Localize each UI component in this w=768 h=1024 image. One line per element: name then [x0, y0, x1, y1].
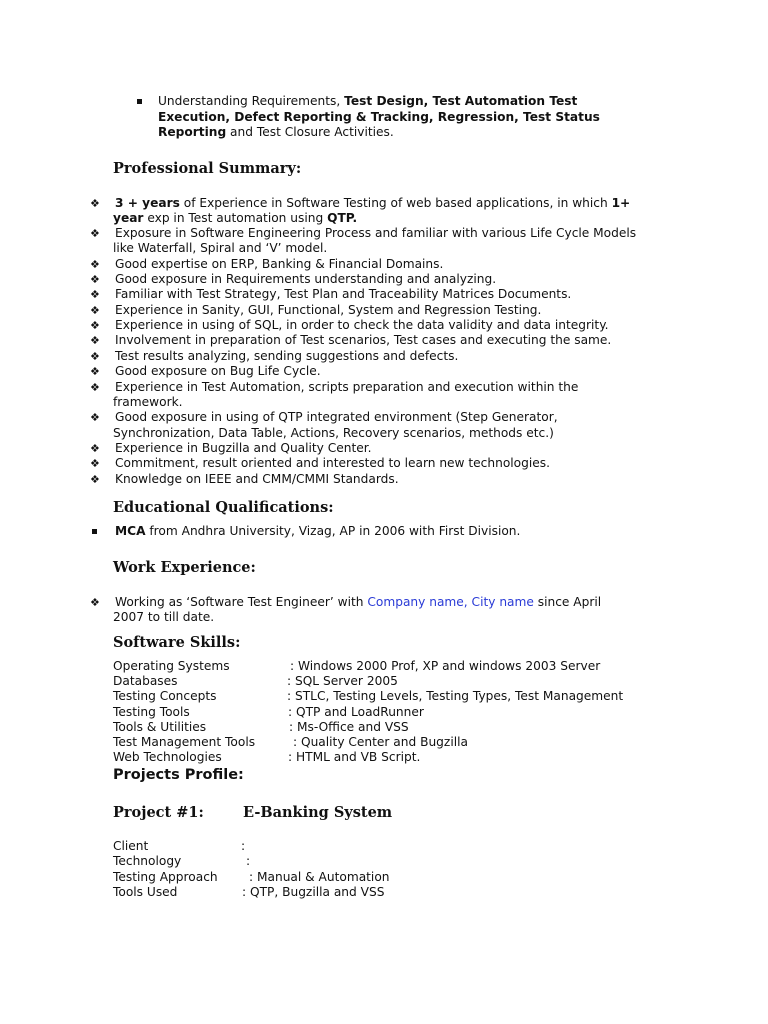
project-name: E-Banking System	[243, 804, 393, 821]
kv-value: : Windows 2000 Prof, XP and windows 2003 Server	[290, 659, 601, 673]
kv-key: Tools & Utilities	[113, 719, 207, 734]
square-bullet-icon	[137, 99, 142, 104]
summary-item-1-line-2	[113, 211, 357, 226]
diamond-bullet-icon: ❖	[90, 472, 100, 486]
diamond-bullet-icon: ❖	[90, 596, 100, 609]
education-detail: from Andhra University, Vizag, AP in 2006 with First Division.	[145, 524, 521, 538]
kv-value: : Ms-Office and VSS	[289, 719, 409, 734]
kv-row	[113, 689, 624, 704]
work-text: since April	[533, 595, 602, 609]
diamond-bullet-icon: ❖	[90, 380, 100, 394]
kv-value: : Manual & Automation	[249, 869, 390, 884]
summary-item-line: Familiar with Test Strategy, Test Plan and Traceability Matrices Documents.	[115, 287, 572, 302]
kv-key: Web Technologies	[113, 750, 222, 765]
intro-text: and Test Closure Activities.	[226, 125, 394, 139]
summary-item-line: Good exposure in using of QTP integrated environment (Step Generator,	[115, 410, 558, 425]
summary-item-line: Experience in Bugzilla and Quality Center.	[115, 440, 372, 455]
summary-item-line: Commitment, result oriented and interested to learn new technologies.	[115, 456, 550, 471]
software-skills-heading: Software Skills:	[113, 634, 241, 651]
kv-key: Tools Used	[113, 884, 178, 899]
kv-value: : SQL Server 2005	[287, 674, 398, 689]
intro-line-1	[158, 94, 577, 109]
diamond-bullet-icon: ❖	[90, 441, 100, 455]
intro-bold: Reporting	[158, 125, 227, 139]
kv-key: Testing Approach	[113, 869, 218, 884]
summary-item-line: Good exposure in Requirements understanding and analyzing.	[115, 272, 497, 287]
diamond-bullet-icon: ❖	[90, 257, 100, 271]
summary-item-line: Experience in Sanity, GUI, Functional, System and Regression Testing.	[115, 302, 542, 317]
years-bold: 1+	[611, 196, 631, 210]
degree-bold: MCA	[115, 524, 146, 538]
summary-item-1-line-1	[115, 196, 630, 211]
diamond-bullet-icon: ❖	[90, 411, 100, 425]
kv-row	[113, 854, 251, 869]
kv-key: Testing Tools	[113, 704, 190, 719]
diamond-bullet-icon: ❖	[90, 273, 100, 287]
diamond-bullet-icon: ❖	[90, 303, 100, 317]
intro-line-2	[158, 110, 600, 125]
intro-bold: Test Design, Test Automation Test	[344, 94, 578, 108]
kv-row	[113, 704, 424, 720]
qtp-bold: QTP.	[327, 211, 358, 225]
diamond-bullet-icon: ❖	[90, 319, 100, 333]
summary-item-line: Involvement in preparation of Test scenarios, Test cases and executing the same.	[115, 333, 612, 348]
summary-item-line: framework.	[113, 394, 183, 409]
summary-item-line: Good exposure on Bug Life Cycle.	[115, 364, 321, 379]
summary-text: exp in Test automation using	[143, 211, 328, 225]
professional-summary-heading: Professional Summary:	[113, 160, 302, 177]
summary-item-line: Experience in Test Automation, scripts preparation and execution within the	[115, 379, 579, 394]
years-bold: 3 + years	[115, 196, 180, 210]
summary-item-line: Experience in using of SQL, in order to check the data validity and data integrity.	[115, 318, 609, 333]
summary-item-line: Test results analyzing, sending suggestions and defects.	[115, 348, 459, 363]
kv-row	[113, 884, 385, 900]
kv-value: : QTP, Bugzilla and VSS	[242, 884, 385, 899]
kv-value: : QTP and LoadRunner	[288, 704, 424, 719]
summary-text: of Experience in Software Testing of web based applications, in which	[179, 196, 612, 210]
diamond-bullet-icon: ❖	[90, 197, 100, 210]
diamond-bullet-icon: ❖	[90, 365, 100, 379]
summary-item-line: Synchronization, Data Table, Actions, Recovery scenarios, methods etc.)	[113, 425, 554, 440]
summary-item-line: Exposure in Software Engineering Process and familiar with various Life Cycle Models	[115, 226, 637, 240]
kv-row	[113, 659, 601, 674]
summary-item-line: Good expertise on ERP, Banking & Financial Domains.	[115, 256, 444, 271]
kv-value: :	[241, 839, 246, 853]
kv-row	[113, 839, 246, 854]
kv-key: Test Management Tools	[113, 735, 256, 749]
kv-key: Operating Systems	[113, 659, 230, 673]
kv-value: : HTML and VB Script.	[288, 750, 421, 765]
kv-value: : STLC, Testing Levels, Testing Types, Test Management	[287, 689, 624, 704]
company-link[interactable]: Company name, City name	[367, 595, 534, 609]
kv-key: Client	[113, 839, 149, 853]
work-experience-heading: Work Experience:	[113, 559, 256, 576]
intro-bold: Execution, Defect Reporting & Tracking, Regression, Test Status	[158, 110, 600, 124]
diamond-bullet-icon: ❖	[90, 288, 100, 302]
diamond-bullet-icon: ❖	[90, 334, 100, 348]
summary-item-line: like Waterfall, Spiral and ‘V’ model.	[113, 241, 328, 256]
kv-value: :	[246, 854, 251, 869]
kv-row	[113, 750, 421, 765]
education-heading: Educational Qualifications:	[113, 499, 334, 516]
kv-row	[113, 719, 409, 735]
work-line-2: 2007 to till date.	[113, 610, 215, 624]
work-text: Working as ‘Software Test Engineer’ with	[115, 595, 368, 609]
square-bullet-icon	[92, 529, 97, 534]
kv-key: Technology	[113, 854, 182, 869]
kv-value: : Quality Center and Bugzilla	[293, 735, 468, 749]
projects-profile-heading: Projects Profile:	[113, 767, 244, 783]
diamond-bullet-icon: ❖	[90, 457, 100, 471]
kv-row	[113, 869, 390, 885]
intro-line-3	[158, 125, 394, 140]
kv-key: Databases	[113, 674, 178, 689]
diamond-bullet-icon: ❖	[90, 349, 100, 363]
kv-key: Testing Concepts	[113, 689, 217, 704]
diamond-bullet-icon: ❖	[90, 227, 100, 240]
kv-row	[113, 674, 398, 689]
kv-row	[113, 735, 468, 750]
education-line	[115, 524, 520, 539]
work-line-1	[115, 595, 601, 610]
intro-text: Understanding Requirements,	[158, 94, 345, 108]
summary-item-line: Knowledge on IEEE and CMM/CMMI Standards.	[115, 471, 399, 486]
project-label: Project #1:	[113, 804, 204, 821]
year-bold: year	[113, 211, 144, 225]
